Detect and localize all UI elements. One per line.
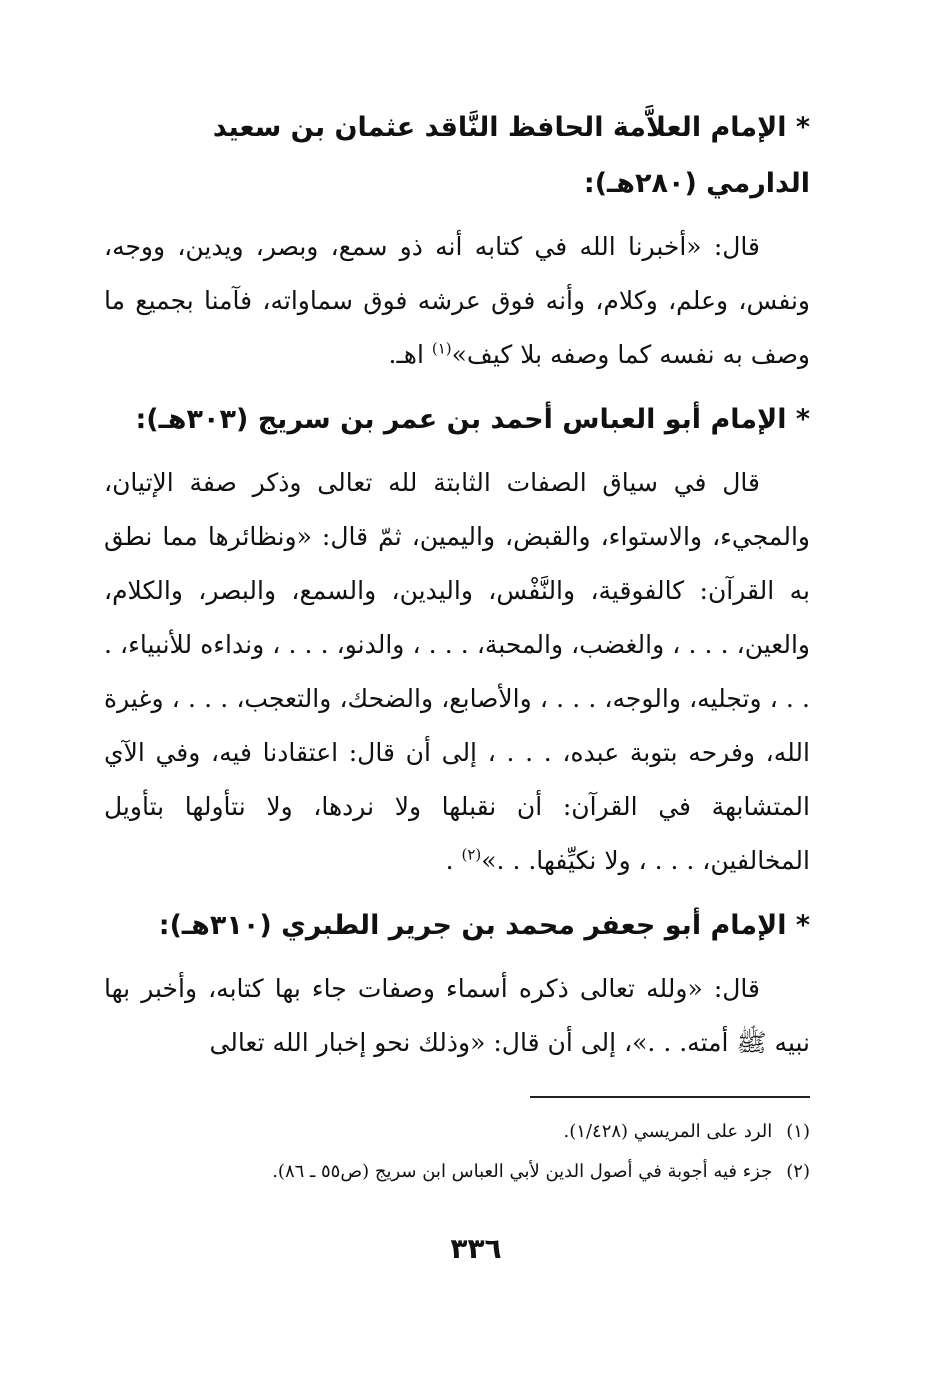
footnote-1 [104,1112,810,1152]
footnote-number: (١) [786,1121,810,1142]
footnote-reference[interactable]: (١) [431,339,452,358]
footnote-2 [104,1152,810,1192]
footnote-text: جزء فيه أجوبة في أصول الدين لأبي العباس ابن سريج (ص٥٥ ـ ٨٦). [272,1161,773,1182]
footnote-divider [530,1096,810,1098]
section-heading: * الإمام أبو العباس أحمد بن عمر بن سريج (٣٠٣هـ): [135,404,810,435]
paragraph-tail: . [445,846,462,875]
page-body [104,100,810,1080]
section-heading: * الإمام أبو جعفر محمد بن جرير الطبري (٣١٠هـ): [158,910,810,941]
footnote-reference[interactable]: (٢) [461,845,482,864]
paragraph-text: قال: «ولله تعالى ذكره أسماء وصفات جاء بها كتابه، وأخبر بها نبيه ﷺ أمته. . .»، إلى أن قال: «وذلك نحو إخبار الله تعالى [104,974,810,1057]
page-number: ٣٣٦ [450,1232,502,1265]
footnote-number: (٢) [786,1161,810,1182]
paragraph-text: قال: «أخبرنا الله في كتابه أنه ذو سمع، وبصر، ويدين، ووجه، ونفس، وعلم، وكلام، وأنه فوق عرشه فوق سماواته، فآمنا بجميع ما وصف به نفسه كما وصفه بلا كيف» [104,232,810,369]
section-darimi [104,100,810,382]
section-paragraph [104,456,810,888]
section-paragraph [104,962,810,1070]
section-heading: * الإمام العلاَّمة الحافظ النَّاقد عثمان بن سعيد الدارمي (٢٨٠هـ): [212,112,810,199]
section-paragraph [104,220,810,382]
paragraph-text: قال في سياق الصفات الثابتة لله تعالى وذكر صفة الإتيان، والمجيء، والاستواء، والقبض، واليمين، ثمّ قال: «ونظائرها مما نطق به القرآن: كالفوقية، والنَّفْس، واليدين، والسمع، والبصر، والكلام، والعين، . . . ، والغضب، والمحبة، . . . ، والدنو، . . . ، ونداءه للأنبياء، . . . ، وتجليه، والوجه، . . . ، والأصابع، والضحك، والتعجب، . . . ، وغيرة الله، وفرحه بتوبة عبده، . . . ، إلى أن قال: اعتقادنا فيه، وفي الآي المتشابهة في القرآن: أن نقبلها ولا نردها، ولا نتأولها بتأويل المخالفين، . . . ، ولا نكيِّفها. . .» [104,468,810,875]
section-tabari [104,898,810,1070]
paragraph-tail: اهـ. [388,340,432,369]
footnote-text: الرد على المريسي (١/٤٢٨). [563,1121,773,1142]
section-ibn-surayj [104,392,810,888]
footnotes [104,1112,810,1192]
